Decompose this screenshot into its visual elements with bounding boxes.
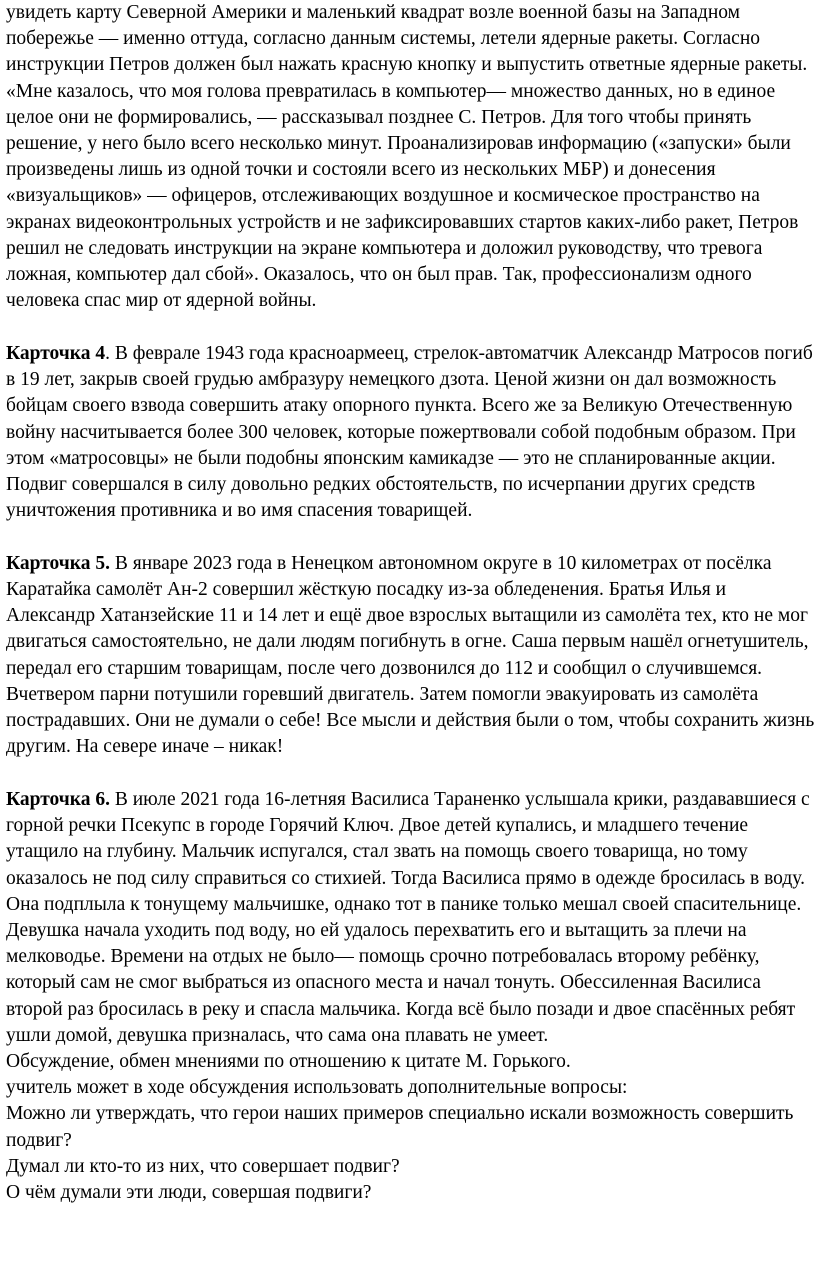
document-page (6, 0, 816, 1206)
card-5-text: В январе 2023 года в Ненецком автономном округе в 10 километрах от посёлка Каратайка самолёт Ан-2 совершил жёсткую посадку из-за обледенения. Братья Илья и Александр Хатанзейские 11 и 14 лет и ещё двое взрослых вытащили из самолёта тех, кто не мог двигаться самостоятельно, не дали людям погибнуть в огне. Саша первым нашёл огнетушитель, передал его старшим товарищам, после чего дозвонился до 112 и сообщил о случившемся. Вчетвером парни потушили горевший двигатель. Затем помогли эвакуировать из самолёта пострадавших. Они не думали о себе! Все мысли и действия были о том, чтобы сохранить жизнь другим. На севере иначе – никак! (6, 552, 815, 758)
question-3: О чём думали эти люди, совершая подвиги? (6, 1182, 372, 1204)
card-5-paragraph (6, 551, 816, 761)
card-6-text: В июле 2021 года 16-летняя Василиса Тараненко услышала крики, раздававшиеся с горной речки Псекупс в городе Горячий Ключ. Двое детей купались, и младшего течение утащило на глубину. Мальчик испугался, стал звать на помощь своего товарища, но тому оказалось не под силу справиться со стихией. Тогда Василиса прямо в одежде бросилась в воду. Она подплыла к тонущему мальчишке, однако тот в панике только мешал своей спасительнице. Девушка начала уходить под воду, но ей удалось перехватить его и вытащить за плечи на мелководье. Времени на отдых не было— помощь срочно потребовалась второму ребёнку, который сам не смог выбраться из опасного места и начал тонуть. Обессиленная Василиса второй раз бросилась в реку и спасла мальчика. Когда всё было позади и двое спасённых ребят ушли домой, девушка призналась, что сама она плавать не умеет. (6, 788, 810, 1046)
card-5-title: Карточка 5. (6, 552, 110, 574)
teacher-line: учитель может в ходе обсуждения использовать дополнительные вопросы: (6, 1077, 628, 1099)
card-4-title: Карточка 4 (6, 342, 106, 364)
question-2: Думал ли кто-то из них, что совершает подвиг? (6, 1155, 400, 1177)
petrov-paragraph: увидеть карту Северной Америки и маленький квадрат возле военной базы на Западном побережье — именно оттуда, согласно данным системы, летели ядерные ракеты. Согласно инструкции Петров должен был нажать красную кнопку и выпустить ответные ядерные ракеты. «Мне казалось, что моя голова превратилась в компьютер— множество данных, но в единое целое они не формировались, — рассказывал позднее С. Петров. Для того чтобы принять решение, у него было всего несколько минут. Проанализировав информацию («запуски» были произведены лишь из одной точки и состояли всего из нескольких МБР) и донесения «визуальщиков» — офицеров, отслеживающих воздушное и космическое пространство на экранах видеоконтрольных устройств и не зафиксировавших стартов каких-либо ракет, Петров решил не следовать инструкции на экране компьютера и доложил руководству, что тревога ложная, компьютер дал сбой». Оказалось, что он был прав. Так, профессионализм одного человека спас мир от ядерной войны. (6, 2, 808, 312)
paragraph-gap (6, 314, 816, 341)
card-6-title: Карточка 6. (6, 788, 110, 810)
discussion-line: Обсуждение, обмен мнениями по отношению к цитате М. Горького. (6, 1051, 571, 1073)
paragraph-gap (6, 760, 816, 787)
paragraph-gap (6, 524, 816, 551)
question-1: Можно ли утверждать, что герои наших примеров специально искали возможность совершить подвиг? (6, 1103, 794, 1151)
card-4-text: . В феврале 1943 года красноармеец, стрелок-автоматчик Александр Матросов погиб в 19 лет, закрыв своей грудью амбразуру немецкого дзота. Ценой жизни он дал возможность бойцам своего взвода совершить атаку опорного пункта. Всего же за Великую Отечественную войну насчитывается более 300 человек, которые пожертвовали собой подобным образом. При этом «матросовцы» не были подобны японским камикадзе — это не спланированные акции. Подвиг совершался в силу довольно редких обстоятельств, по исчерпании других средств уничтожения противника и во имя спасения товарищей. (6, 342, 813, 522)
card-4-paragraph (6, 341, 816, 524)
card-6-paragraph (6, 787, 816, 1049)
